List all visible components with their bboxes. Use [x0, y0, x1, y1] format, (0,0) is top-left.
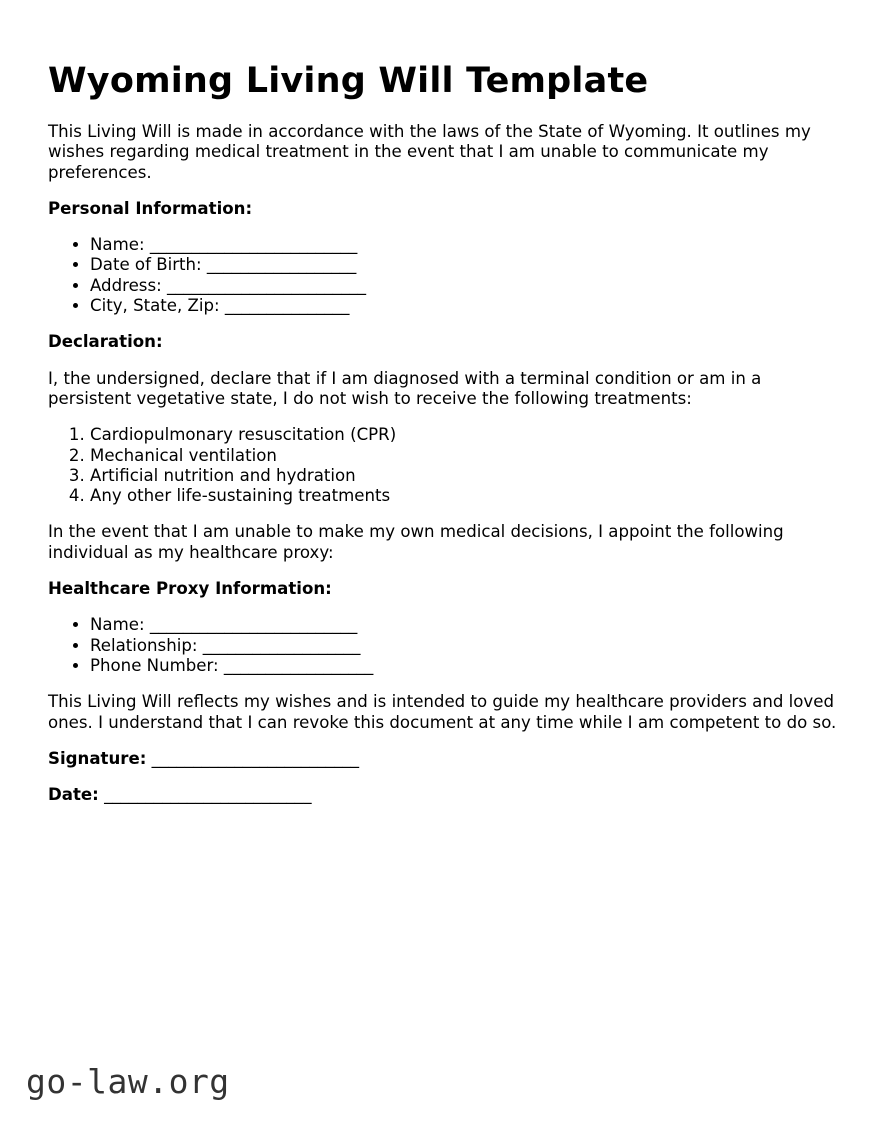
- date-label: Date:: [48, 785, 99, 805]
- proxy-relationship-field: • Relationship: ___________________: [90, 636, 838, 656]
- intro-paragraph: This Living Will is made in accordance with the laws of the State of Wyoming. It outlines my wishes regarding medical treatment in the event that I am unable to communicate my preferences.: [48, 122, 811, 182]
- proxy-phone-field: • Phone Number: __________________: [90, 656, 838, 676]
- treatments-list: [48, 425, 838, 506]
- signature-label: Signature:: [48, 748, 147, 768]
- proxy-info-heading: Healthcare Proxy Information:: [48, 579, 332, 599]
- signature-line: [48, 749, 838, 769]
- closing-paragraph: This Living Will reflects my wishes and is intended to guide my healthcare providers and loved ones. I understand that I can revoke this document at any time while I am competent to do so.: [48, 692, 837, 732]
- footer-watermark: go-law.org: [26, 1062, 230, 1101]
- document-title: Wyoming Living Will Template: [48, 61, 649, 101]
- proxy-appointment-paragraph: In the event that I am unable to make my own medical decisions, I appoint the following individual as my healthcare proxy:: [48, 522, 784, 562]
- personal-info-list: [48, 235, 838, 316]
- date-blank: _________________________: [104, 785, 312, 805]
- declaration-heading: Declaration:: [48, 332, 163, 352]
- proxy-name-field: • Name: _________________________: [90, 615, 838, 635]
- personal-info-heading: Personal Information:: [48, 198, 253, 218]
- treatment-item: 4. Any other life-sustaining treatments: [90, 486, 838, 506]
- declaration-paragraph: I, the undersigned, declare that if I am diagnosed with a terminal condition or am in a persistent vegetative state, I do not wish to receive the following treatments:: [48, 368, 762, 408]
- treatment-item: 1. Cardiopulmonary resuscitation (CPR): [90, 425, 838, 445]
- treatment-item: 2. Mechanical ventilation: [90, 446, 838, 466]
- treatment-item: 3. Artificial nutrition and hydration: [90, 466, 838, 486]
- signature-blank: _________________________: [151, 748, 360, 768]
- personal-dob-field: • Date of Birth: __________________: [90, 255, 838, 275]
- proxy-info-list: [48, 615, 838, 676]
- date-line: [48, 785, 838, 805]
- personal-name-field: • Name: _________________________: [90, 235, 838, 255]
- personal-city-state-zip-field: • City, State, Zip: _______________: [90, 296, 838, 316]
- document-page: [48, 58, 838, 821]
- personal-address-field: • Address: ________________________: [90, 276, 838, 296]
